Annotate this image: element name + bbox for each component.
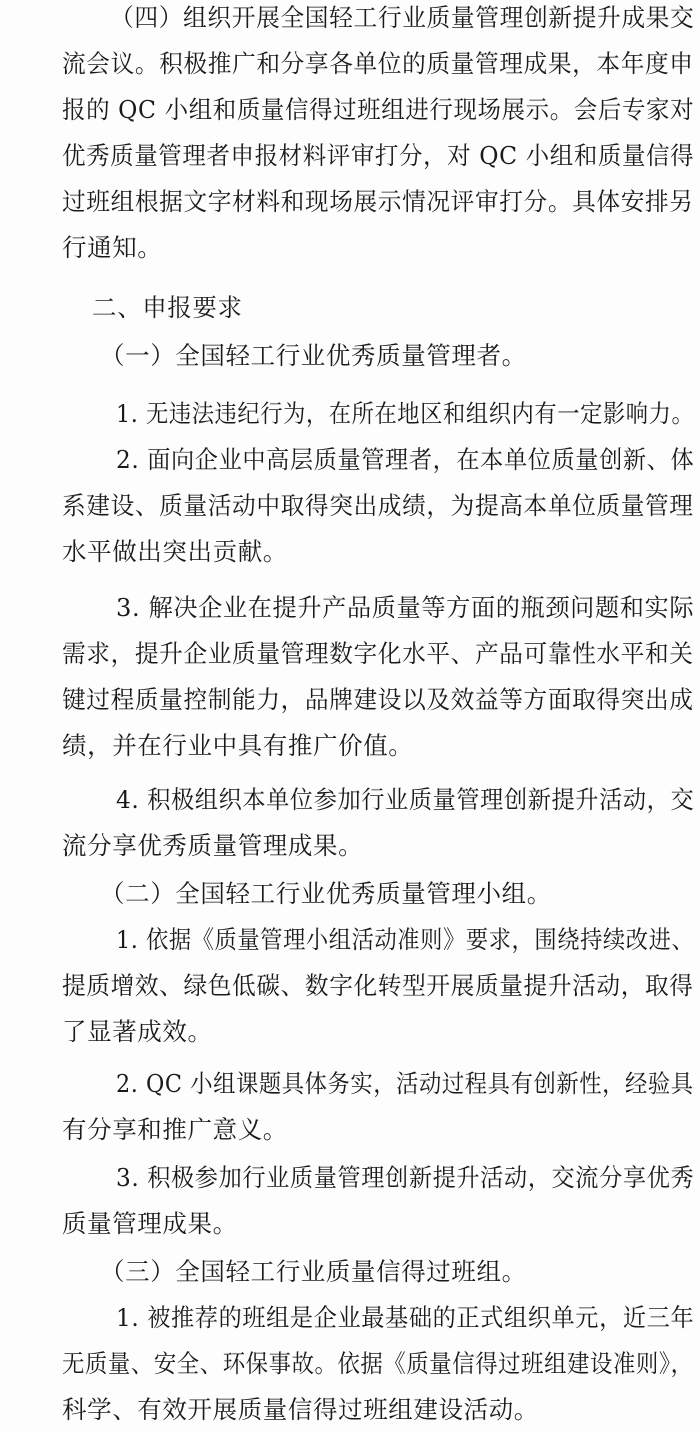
text-line: 无质量、安全、环保事故。依据《质量信得过班组建设准则》， [62,1349,694,1378]
text-line: 键过程质量控制能力，品牌建设以及效益等方面取得突出成 [62,685,694,714]
text-line: 系建设、质量活动中取得突出成绩，为提高本单位质量管理 [62,491,694,520]
text-line: 有分享和推广意义。 [62,1115,288,1144]
text-line: 3. 积极参加行业质量管理创新提升活动，交流分享优秀 [116,1163,695,1192]
text-line: 流会议。积极推广和分享各单位的质量管理成果，本年度申 [62,49,694,78]
section-heading: 二、申报要求 [92,293,243,322]
text-line: 1. 依据《质量管理小组活动准则》要求，围绕持续改进、 [116,925,695,954]
subsection-heading: （一）全国轻工行业优秀质量管理者。 [100,341,527,370]
subsection-heading: （三）全国轻工行业质量信得过班组。 [100,1257,527,1286]
text-line: 4. 积极组织本单位参加行业质量管理创新提升活动，交 [116,785,695,814]
text-line: （四）组织开展全国轻工行业质量管理创新提升成果交 [110,3,695,32]
text-line: 过班组根据文字材料和现场展示情况评审打分。具体安排另 [62,187,694,216]
text-line: 需求，提升企业质量管理数字化水平、产品可靠性水平和关 [62,639,694,668]
text-line: 2. 面向企业中高层质量管理者，在本单位质量创新、体 [116,445,695,474]
text-line: 3. 解决企业在提升产品质量等方面的瓶颈问题和实际 [116,593,695,622]
text-line: 了显著成效。 [62,1017,213,1046]
text-line: 科学、有效开展质量信得过班组建设活动。 [62,1395,539,1424]
text-line: 绩，并在行业中具有推广价值。 [62,731,414,760]
text-line: 优秀质量管理者申报材料评审打分，对 QC 小组和质量信得 [62,141,695,170]
text-line: 报的 QC 小组和质量信得过班组进行现场展示。会后专家对 [62,95,695,124]
text-line: 2. QC 小组课题具体务实，活动过程具有创新性，经验具 [116,1069,694,1098]
subsection-heading: （二）全国轻工行业优秀质量管理小组。 [100,879,552,908]
text-line: 质量管理成果。 [62,1209,238,1238]
text-line: 行通知。 [62,233,163,262]
text-line: 提质增效、绿色低碳、数字化转型开展质量提升活动，取得 [62,971,694,1000]
text-line: 水平做出突出贡献。 [62,537,288,566]
text-line: 1. 无违法违纪行为，在所在地区和组织内有一定影响力。 [116,399,695,428]
text-line: 流分享优秀质量管理成果。 [62,831,364,860]
text-line: 1. 被推荐的班组是企业最基础的正式组织单元，近三年 [116,1303,695,1332]
